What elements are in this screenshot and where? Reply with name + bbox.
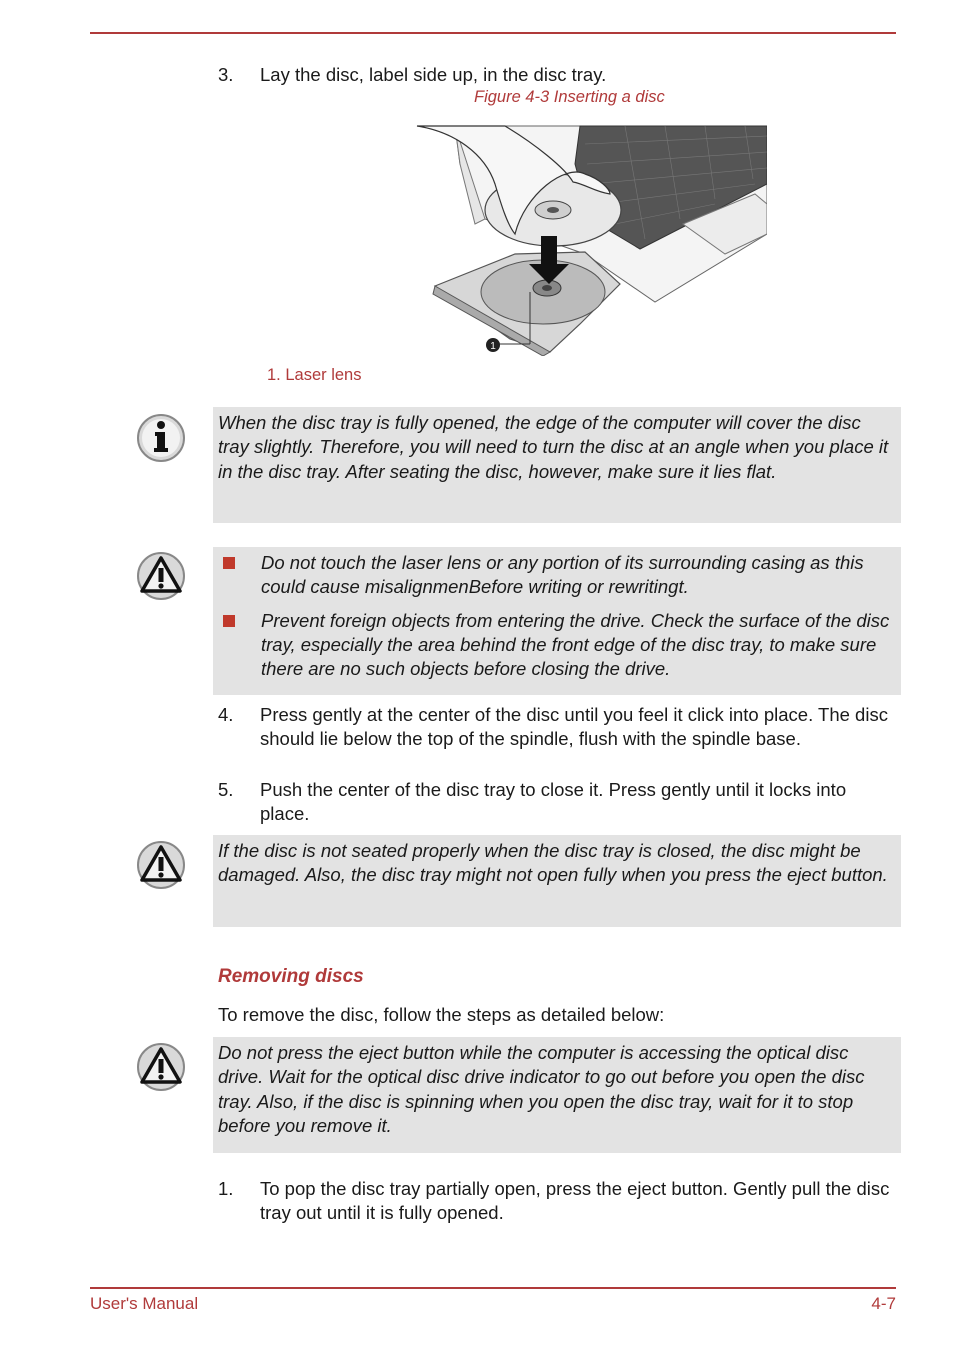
info-icon (136, 413, 186, 463)
step-number: 3. (218, 64, 234, 85)
step-number: 1. (218, 1178, 234, 1199)
caution-triangle-icon (136, 551, 186, 601)
caution-triangle-icon (136, 840, 186, 890)
step-number: 5. (218, 779, 234, 800)
caution-note-3 (213, 1037, 901, 1153)
caution-note-text: If the disc is not seated properly when the disc tray is closed, the disc might be damaged. Also, the disc tray might not open fully when you press the eject button. (218, 840, 888, 886)
disc-insertion-illustration (415, 124, 767, 356)
footer-title: User's Manual (90, 1294, 199, 1313)
square-bullet-icon (223, 557, 235, 569)
caution-item-text: Do not touch the laser lens or any portion of its surrounding casing as this could cause misalignmenBefore writing or rewritingt. (261, 552, 864, 598)
step-text: Lay the disc, label side up, in the disc tray. (260, 64, 607, 85)
caution-list-item (218, 609, 895, 682)
section-heading: Removing discs (218, 966, 364, 987)
step-1 (218, 1177, 898, 1225)
disc-tray (433, 252, 620, 356)
caution-note-1 (213, 547, 901, 695)
step-text: Push the center of the disc tray to close it. Press gently until it locks into place. (260, 779, 847, 824)
callout-number: 1 (490, 341, 496, 352)
step-3 (218, 63, 898, 87)
info-note-text: When the disc tray is fully opened, the edge of the computer will cover the disc tray slightly. Therefore, you will need to turn the disc at an angle when you place it in the disc tray. After seating the disc, however, make sure it lies flat. (218, 412, 889, 482)
footer-rule (90, 1287, 896, 1289)
figure-legend: 1. Laser lens (267, 366, 362, 384)
section-intro: To remove the disc, follow the steps as detailed below: (218, 1004, 665, 1025)
caution-list (218, 551, 895, 681)
info-note (213, 407, 901, 523)
step-text: Press gently at the center of the disc until you feel it click into place. The disc should lie below the top of the spindle, flush with the spindle base. (260, 704, 888, 749)
caution-triangle-icon (136, 1042, 186, 1092)
step-text: To pop the disc tray partially open, press the eject button. Gently pull the disc tray out until it is fully opened. (260, 1178, 890, 1223)
header-rule (90, 32, 896, 34)
page-number: 4-7 (871, 1294, 896, 1313)
caution-note-text: Do not press the eject button while the computer is accessing the optical disc drive. Wait for the optical disc drive indicator to go out before you open the disc tray. Also, if the disc is spinning when you open the disc tray, wait for it to stop before you remove it. (218, 1042, 865, 1136)
caution-note-2 (213, 835, 901, 927)
step-number: 4. (218, 704, 234, 725)
caution-list-item (218, 551, 895, 600)
square-bullet-icon (223, 615, 235, 627)
figure-caption: Figure 4-3 Inserting a disc (474, 88, 665, 106)
caution-item-text: Prevent foreign objects from entering the drive. Check the surface of the disc tray, especially the area behind the front edge of the disc tray, to make sure there are no such objects before closing the drive. (261, 609, 890, 680)
step-5 (218, 778, 898, 826)
step-4 (218, 703, 898, 751)
